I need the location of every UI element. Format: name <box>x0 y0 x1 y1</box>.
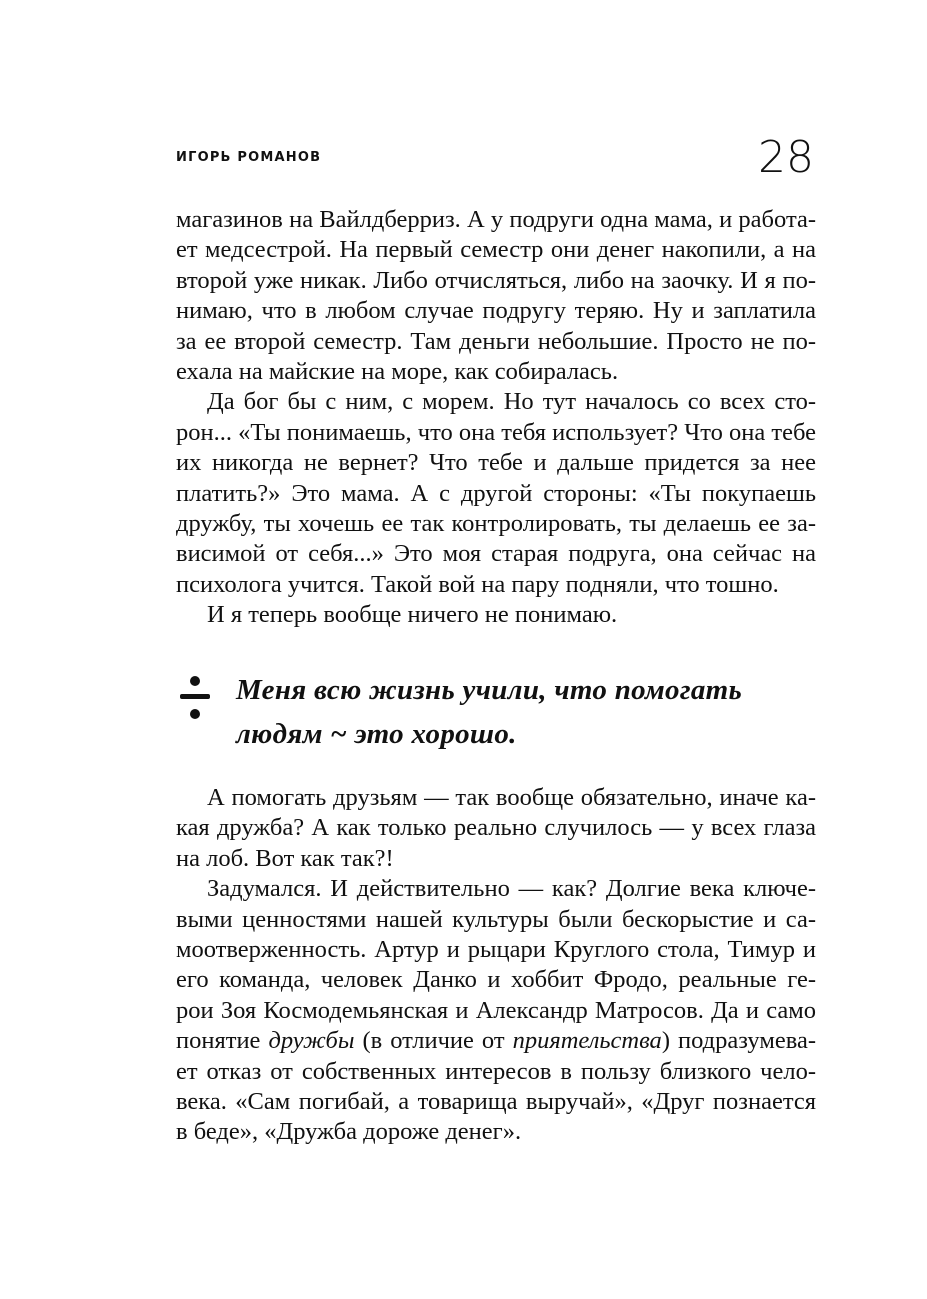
paragraph: Да бог бы с ним, с морем. Но тут началось со всех сто-рон... «Ты понимаешь, что она тебя использует? Что она тебе их никогда не вернет? Что тебе и дальше придется за нее платить?» Это мама. А с другой стороны: «Ты покупаешь дружбу, ты хочешь ее так контролировать, ты делаешь ее за-висимой от себя...» Это моя старая подруга, она сейчас на психолога учится. Такой вой на пару подняли, что тошно. <box>176 388 816 598</box>
body-text-bottom <box>176 783 816 1148</box>
callout-line: Меня всю жизнь учили, что помогать <box>236 674 743 706</box>
paragraph: И я теперь вообще ничего не понимаю. <box>207 601 618 629</box>
text-run: Задумался. И действительно — как? Долгие века ключе-выми ценностями нашей культуры были бескорыстие и са-моотверженность. Артур и рыцари Круглого стола, Тимур и его команда, человек Данко и хоббит Фродо, реальные ге-рои Зоя Космодемьянская и Александр Матросов. Да и само понятие <box>176 875 816 1055</box>
body-text-top <box>176 205 816 631</box>
callout-text <box>236 668 796 756</box>
callout-quote <box>176 668 816 748</box>
divide-icon <box>180 676 210 722</box>
emphasis-term: приятельства <box>512 1027 662 1055</box>
callout-line: людям ~ это хорошо. <box>236 718 517 750</box>
text-run: (в отличие от <box>354 1027 513 1055</box>
emphasis-term: дружбы <box>268 1027 355 1055</box>
paragraph: магазинов на Вайлдберриз. А у подруги одна мама, и работа-ет медсестрой. На первый семестр они денег накопили, а на второй уже никак. Либо отчисляться, либо на заочку. И я по-нимаю, что в любом случае подругу теряю. Ну и заплатила за ее второй семестр. Там деньги небольшие. Просто не по-ехала на майские на море, как собиралась. <box>176 206 816 386</box>
text-run: ) подразумева-ет отказ от собственных интересов в пользу близкого чело-века. «Сам погибай, а товарища выручай», «Друг познается в беде», «Дружба дороже денег». <box>176 1027 816 1146</box>
running-head: ИГОРЬ РОМАНОВ <box>176 150 322 165</box>
paragraph <box>176 874 816 1148</box>
page-number: 28 <box>758 132 814 183</box>
paragraph: А помогать друзьям — так вообще обязательно, иначе ка-кая дружба? А как только реально случилось — у всех глаза на лоб. Вот как так?! <box>176 784 816 872</box>
